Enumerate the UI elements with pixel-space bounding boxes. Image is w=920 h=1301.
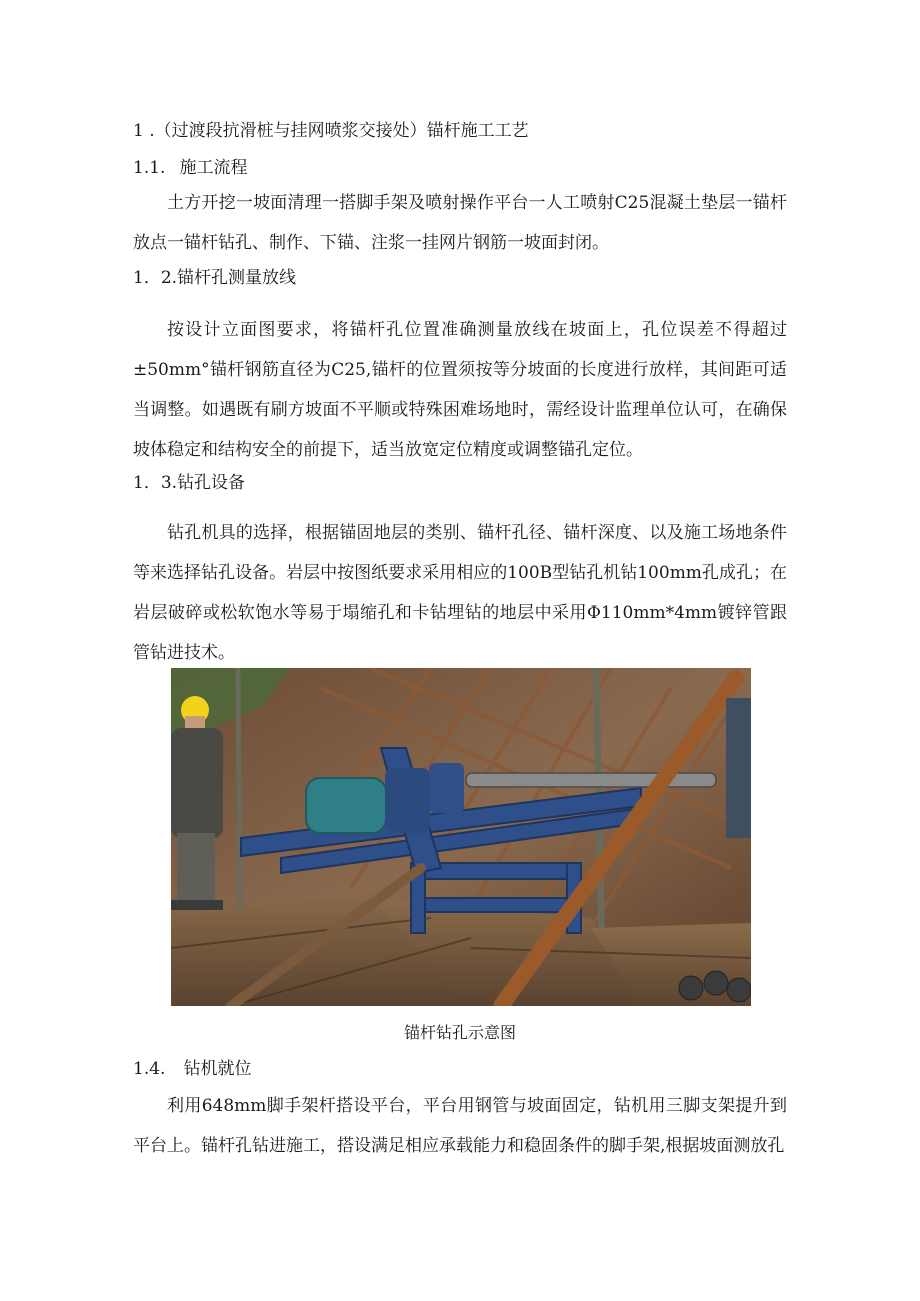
paragraph-construction-flow: 土方开挖一坡面清理一搭脚手架及喷射操作平台一人工喷射C25混凝土垫层一锚杆放点一锚杆钻孔、制作、下锚、注浆一挂网片钢筋一坡面封闭。 bbox=[133, 193, 787, 253]
section-title: 施工流程 bbox=[179, 158, 248, 178]
section-heading-1-4 bbox=[133, 1057, 251, 1081]
section-number: 1.4. bbox=[133, 1059, 166, 1079]
section-heading-1-2: 1．2.锚杆孔测量放线 bbox=[133, 268, 297, 288]
figure-caption: 锚杆钻孔示意图 bbox=[403, 1023, 516, 1042]
section-heading-1-3: 1．3.钻孔设备 bbox=[133, 473, 246, 493]
section-number: 1.1. bbox=[133, 158, 166, 178]
paragraph-survey-layout: 按设计立面图要求，将锚杆孔位置准确测量放线在坡面上，孔位误差不得超过±50mm°锚杆钢筋直径为C25,锚杆的位置须按等分坡面的长度进行放样，其间距可适当调整。如遇既有刷方坡面不平顺或特殊困难场地时，需经设计监理单位认可，在确保坡体稳定和结构安全的前提下，适当放宽定位精度或调整锚孔定位。 bbox=[133, 320, 787, 460]
drilling-photo bbox=[171, 668, 751, 1006]
section-title: 钻机就位 bbox=[183, 1059, 252, 1079]
paragraph-rig-positioning: 利用648mm脚手架杆搭设平台，平台用钢管与坡面固定，钻机用三脚支架提升到平台上。锚杆孔钻进施工，搭设满足相应承载能力和稳固条件的脚手架,根据坡面测放孔 bbox=[133, 1096, 787, 1156]
main-heading: 1 .（过渡段抗滑桩与挂网喷浆交接处）锚杆施工工艺 bbox=[133, 121, 529, 141]
paragraph-drilling-equipment: 钻孔机具的选择，根据锚固地层的类别、锚杆孔径、锚杆深度、以及施工场地条件等来选择钻孔设备。岩层中按图纸要求采用相应的100B型钻孔机钻100mm孔成孔；在岩层破碎或松软饱水等易于塌缩孔和卡钻埋钻的地层中采用Φ110mm*4mm镀锌管跟管钻进技术。 bbox=[133, 523, 787, 663]
section-heading-1-1 bbox=[133, 156, 247, 180]
